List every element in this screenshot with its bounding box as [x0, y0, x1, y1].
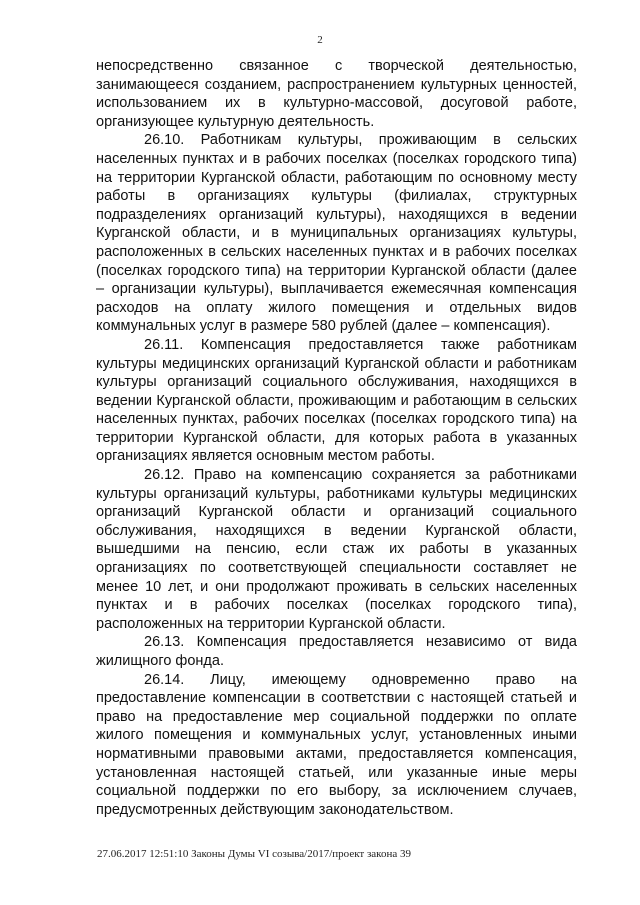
paragraph-26-11: 26.11. Компенсация предоставляется также работникам культуры медицинских организаций Курганской области и работникам культуры организаций социального обслуживания, находящихся в ведении Курганской области, проживающим и работающим в сельских населенных пунктах, рабочих поселках (поселках городского типа) на территории Курганской области, для которых работа в указанных организациях является основным местом работы. — [96, 336, 577, 465]
document-body — [96, 57, 577, 819]
page-number: 2 — [317, 34, 323, 46]
paragraph-26-14: 26.14. Лицу, имеющему одновременно право на предоставление компенсации в соответствии с настоящей статьей и право на предоставление мер социальной поддержки по оплате жилого помещения и коммунальных услуг, установленных иными нормативными правовыми актами, предоставляется компенсация, установленная настоящей статьей, или указанные иные меры социальной поддержки по его выбору, за исключением случаев, предусмотренных действующим законодательством. — [96, 671, 577, 818]
paragraph-26-10: 26.10. Работникам культуры, проживающим в сельских населенных пунктах и в рабочих поселках (поселках городского типа) на территории Курганской области, работающим по основному месту работы в организациях культуры (филиалах, структурных подразделениях организаций культуры), находящихся в ведении Курганской области, и в муниципальных организациях культуры, расположенных в сельских населенных пунктах и в рабочих поселках (поселках городского типа) на территории Курганской области (далее – организации культуры), выплачивается ежемесячная компенсация расходов на оплату жилого помещения и отдельных видов коммунальных услуг в размере 580 рублей (далее – компенсация). — [96, 132, 577, 335]
paragraph-continuation: непосредственно связанное с творческой деятельностью, занимающееся созданием, распространением культурных ценностей, использованием их в культурно-массовой, досуговой работе, организующее культурную деятельность. — [96, 58, 577, 130]
document-footer: 27.06.2017 12:51:10 Законы Думы VI созыва/2017/проект закона 39 — [97, 848, 411, 860]
paragraph-26-13: 26.13. Компенсация предоставляется независимо от вида жилищного фонда. — [96, 634, 577, 669]
paragraph-26-12: 26.12. Право на компенсацию сохраняется за работниками культуры организаций культуры, работниками культуры медицинских организаций Курганской области и организаций социального обслуживания, находящихся в ведении Курганской области, вышедшими на пенсию, если стаж их работы в указанных организациях по соответствующей специальности составляет не менее 10 лет, и они продолжают проживать в сельских населенных пунктах и в рабочих поселках (поселках городского типа), расположенных на территории Курганской области. — [96, 467, 577, 632]
